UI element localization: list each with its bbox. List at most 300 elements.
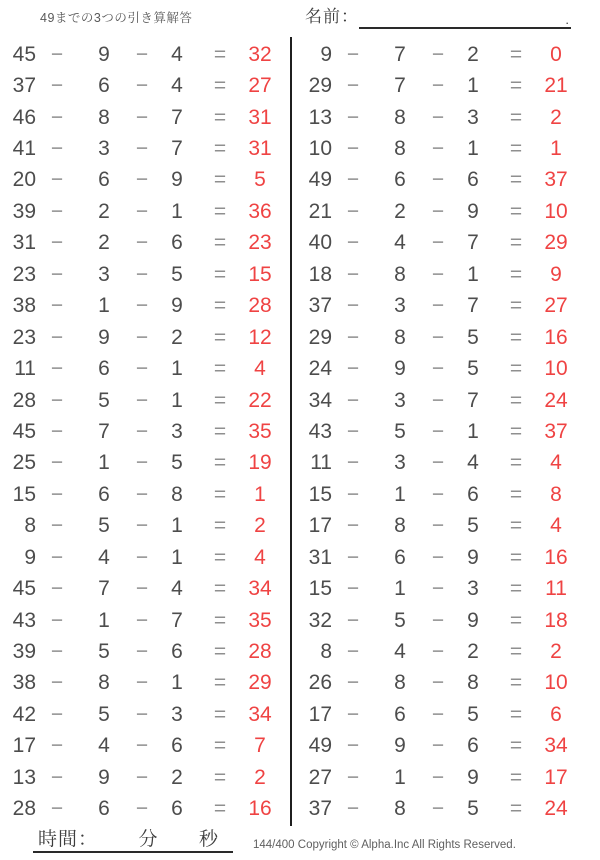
minus-sign: − (346, 734, 360, 758)
operand-2: 3 (98, 262, 110, 286)
equals-sign: = (509, 545, 523, 569)
problem-row (300, 165, 586, 196)
minus-sign: − (50, 294, 64, 318)
operand-1: 29 (308, 325, 332, 349)
minus-sign: − (50, 262, 64, 286)
minus-sign: − (50, 231, 64, 255)
copyright-text: 144/400 Copyright © Alpha.Inc All Rights Reserved. (253, 839, 516, 851)
equals-sign: = (509, 765, 523, 789)
operand-2: 7 (98, 419, 110, 443)
minus-sign: − (50, 74, 64, 98)
operand-2: 8 (394, 262, 406, 286)
answer-value: 34 (248, 702, 272, 726)
minutes-label: 分 (138, 829, 159, 850)
problem-row (300, 511, 586, 542)
minus-sign: − (346, 545, 360, 569)
minus-sign: − (346, 797, 360, 821)
problem-row (4, 39, 290, 70)
operand-3: 2 (467, 42, 479, 66)
problem-row (4, 259, 290, 290)
problem-row (4, 165, 290, 196)
operand-3: 2 (171, 325, 183, 349)
time-label: 時間： (38, 829, 99, 850)
operand-2: 5 (98, 514, 110, 538)
equals-sign: = (509, 231, 523, 255)
operand-3: 1 (171, 514, 183, 538)
operand-1: 39 (12, 640, 36, 664)
minus-sign: − (346, 702, 360, 726)
minus-sign: − (431, 325, 445, 349)
operand-1: 38 (12, 294, 36, 318)
operand-3: 9 (467, 199, 479, 223)
operand-3: 7 (467, 231, 479, 255)
answer-value: 9 (550, 262, 562, 286)
minus-sign: − (346, 419, 360, 443)
operand-3: 9 (467, 545, 479, 569)
minus-sign: − (135, 357, 149, 381)
operand-1: 27 (308, 765, 332, 789)
operand-2: 8 (394, 325, 406, 349)
equals-sign: = (213, 74, 227, 98)
minus-sign: − (135, 262, 149, 286)
operand-3: 7 (171, 105, 183, 129)
minus-sign: − (50, 671, 64, 695)
problem-row (4, 794, 290, 825)
problem-row (4, 291, 290, 322)
operand-2: 1 (98, 294, 110, 318)
problem-row (4, 542, 290, 573)
answer-value: 8 (550, 482, 562, 506)
operand-3: 1 (467, 74, 479, 98)
minus-sign: − (50, 388, 64, 412)
operand-1: 29 (308, 74, 332, 98)
operand-3: 5 (467, 514, 479, 538)
operand-1: 18 (308, 262, 332, 286)
equals-sign: = (509, 168, 523, 192)
minus-sign: − (135, 231, 149, 255)
operand-2: 9 (394, 357, 406, 381)
problem-row (4, 70, 290, 101)
operand-1: 32 (308, 608, 332, 632)
operand-2: 6 (98, 74, 110, 98)
minus-sign: − (135, 42, 149, 66)
operand-2: 7 (98, 577, 110, 601)
operand-2: 6 (98, 357, 110, 381)
minus-sign: − (50, 199, 64, 223)
minus-sign: − (50, 545, 64, 569)
problem-row (4, 133, 290, 164)
equals-sign: = (213, 262, 227, 286)
operand-3: 6 (171, 640, 183, 664)
operand-3: 9 (171, 294, 183, 318)
answer-value: 29 (248, 671, 272, 695)
equals-sign: = (509, 199, 523, 223)
operand-3: 1 (171, 671, 183, 695)
answer-value: 37 (544, 419, 568, 443)
minus-sign: − (50, 105, 64, 129)
answer-value: 1 (550, 137, 562, 161)
problem-row (300, 605, 586, 636)
operand-3: 1 (467, 137, 479, 161)
minus-sign: − (50, 797, 64, 821)
problem-row (4, 699, 290, 730)
problem-row (300, 322, 586, 353)
minus-sign: − (50, 137, 64, 161)
operand-1: 26 (308, 671, 332, 695)
minus-sign: − (431, 357, 445, 381)
operand-1: 38 (12, 671, 36, 695)
equals-sign: = (213, 105, 227, 129)
operand-3: 5 (467, 325, 479, 349)
minus-sign: − (135, 419, 149, 443)
operand-2: 6 (394, 545, 406, 569)
answer-value: 7 (254, 734, 266, 758)
operand-2: 1 (394, 577, 406, 601)
operand-3: 4 (467, 451, 479, 475)
minus-sign: − (135, 514, 149, 538)
equals-sign: = (213, 419, 227, 443)
equals-sign: = (213, 388, 227, 412)
operand-2: 3 (394, 451, 406, 475)
minus-sign: − (346, 765, 360, 789)
minus-sign: − (431, 42, 445, 66)
minus-sign: − (346, 294, 360, 318)
minus-sign: − (431, 514, 445, 538)
minus-sign: − (431, 545, 445, 569)
minus-sign: − (135, 702, 149, 726)
minus-sign: − (50, 451, 64, 475)
answer-value: 2 (254, 514, 266, 538)
equals-sign: = (213, 608, 227, 632)
minus-sign: − (135, 294, 149, 318)
minus-sign: − (431, 702, 445, 726)
time-field (33, 826, 233, 853)
equals-sign: = (509, 702, 523, 726)
problem-row (300, 102, 586, 133)
operand-2: 4 (394, 640, 406, 664)
name-label: 名前： (305, 7, 359, 26)
worksheet-title: 49までの3つの引き算解答 (40, 11, 193, 25)
equals-sign: = (213, 797, 227, 821)
operand-1: 43 (12, 608, 36, 632)
operand-3: 4 (171, 42, 183, 66)
minus-sign: − (135, 451, 149, 475)
equals-sign: = (509, 357, 523, 381)
equals-sign: = (213, 577, 227, 601)
operand-2: 8 (394, 514, 406, 538)
operand-1: 46 (12, 105, 36, 129)
answer-value: 4 (550, 451, 562, 475)
operand-2: 8 (98, 105, 110, 129)
equals-sign: = (509, 514, 523, 538)
operand-3: 1 (171, 388, 183, 412)
problem-row (300, 762, 586, 793)
operand-2: 3 (394, 294, 406, 318)
operand-1: 13 (308, 105, 332, 129)
operand-3: 8 (171, 482, 183, 506)
problem-row (300, 196, 586, 227)
operand-1: 31 (308, 545, 332, 569)
minus-sign: − (431, 231, 445, 255)
problem-row (300, 573, 586, 604)
equals-sign: = (213, 734, 227, 758)
operand-3: 9 (171, 168, 183, 192)
equals-sign: = (509, 608, 523, 632)
problem-row (300, 479, 586, 510)
minus-sign: − (346, 388, 360, 412)
answer-value: 10 (544, 671, 568, 695)
equals-sign: = (213, 357, 227, 381)
minus-sign: − (50, 42, 64, 66)
answer-value: 16 (544, 325, 568, 349)
operand-2: 5 (98, 640, 110, 664)
problem-row (4, 228, 290, 259)
minus-sign: − (50, 514, 64, 538)
operand-1: 15 (12, 482, 36, 506)
answer-value: 4 (254, 545, 266, 569)
answer-value: 0 (550, 42, 562, 66)
name-underline (359, 5, 571, 29)
answer-value: 35 (248, 608, 272, 632)
operand-1: 49 (308, 734, 332, 758)
equals-sign: = (213, 231, 227, 255)
minus-sign: − (50, 482, 64, 506)
minus-sign: − (346, 42, 360, 66)
minus-sign: − (431, 419, 445, 443)
operand-3: 6 (171, 231, 183, 255)
operand-1: 9 (320, 42, 332, 66)
answer-value: 1 (254, 482, 266, 506)
problem-row (300, 353, 586, 384)
operand-3: 7 (171, 608, 183, 632)
problem-row (300, 228, 586, 259)
equals-sign: = (213, 765, 227, 789)
minus-sign: − (50, 577, 64, 601)
equals-sign: = (509, 482, 523, 506)
problem-row (4, 416, 290, 447)
answer-value: 10 (544, 357, 568, 381)
equals-sign: = (213, 42, 227, 66)
operand-1: 37 (308, 294, 332, 318)
operand-3: 1 (171, 545, 183, 569)
operand-1: 20 (12, 168, 36, 192)
minus-sign: − (135, 482, 149, 506)
problem-row (300, 668, 586, 699)
minus-sign: − (431, 640, 445, 664)
operand-2: 7 (394, 74, 406, 98)
equals-sign: = (213, 137, 227, 161)
answer-value: 29 (544, 231, 568, 255)
problem-row (300, 699, 586, 730)
minus-sign: − (50, 640, 64, 664)
equals-sign: = (213, 640, 227, 664)
problem-row (300, 542, 586, 573)
name-line-period: . (565, 12, 569, 27)
minus-sign: − (135, 74, 149, 98)
operand-2: 8 (394, 671, 406, 695)
operand-3: 1 (171, 357, 183, 381)
equals-sign: = (213, 482, 227, 506)
answer-value: 4 (550, 514, 562, 538)
operand-1: 45 (12, 419, 36, 443)
answer-value: 27 (544, 294, 568, 318)
minus-sign: − (346, 451, 360, 475)
operand-1: 10 (308, 137, 332, 161)
answer-value: 23 (248, 231, 272, 255)
problem-row (4, 605, 290, 636)
problem-row (4, 353, 290, 384)
problem-row (300, 385, 586, 416)
name-field (305, 5, 571, 29)
problem-row (300, 636, 586, 667)
operand-1: 24 (308, 357, 332, 381)
answer-value: 12 (248, 325, 272, 349)
minus-sign: − (346, 137, 360, 161)
minus-sign: − (346, 262, 360, 286)
minus-sign: − (346, 231, 360, 255)
operand-2: 4 (394, 231, 406, 255)
equals-sign: = (509, 451, 523, 475)
operand-3: 6 (467, 734, 479, 758)
operand-1: 15 (308, 577, 332, 601)
equals-sign: = (213, 451, 227, 475)
minus-sign: − (346, 640, 360, 664)
operand-2: 2 (98, 231, 110, 255)
operand-1: 42 (12, 702, 36, 726)
answer-value: 4 (254, 357, 266, 381)
problem-row (4, 322, 290, 353)
operand-2: 8 (394, 797, 406, 821)
operand-1: 31 (12, 231, 36, 255)
minus-sign: − (431, 671, 445, 695)
operand-3: 5 (171, 262, 183, 286)
operand-2: 5 (98, 702, 110, 726)
minus-sign: − (50, 702, 64, 726)
equals-sign: = (213, 294, 227, 318)
operand-3: 4 (171, 74, 183, 98)
equals-sign: = (213, 671, 227, 695)
minus-sign: − (431, 765, 445, 789)
equals-sign: = (509, 325, 523, 349)
operand-2: 1 (98, 451, 110, 475)
operand-1: 39 (12, 199, 36, 223)
operand-3: 1 (467, 419, 479, 443)
operand-3: 7 (171, 137, 183, 161)
equals-sign: = (509, 137, 523, 161)
minus-sign: − (346, 325, 360, 349)
operand-1: 11 (310, 451, 332, 475)
operand-1: 15 (308, 482, 332, 506)
minus-sign: − (431, 734, 445, 758)
minus-sign: − (135, 199, 149, 223)
equals-sign: = (213, 514, 227, 538)
operand-2: 2 (394, 199, 406, 223)
equals-sign: = (509, 797, 523, 821)
operand-3: 9 (467, 765, 479, 789)
answer-value: 35 (248, 419, 272, 443)
problem-row (4, 102, 290, 133)
answer-value: 24 (544, 388, 568, 412)
operand-3: 3 (467, 105, 479, 129)
minus-sign: − (135, 325, 149, 349)
column-divider (290, 37, 292, 826)
minus-sign: − (346, 671, 360, 695)
answer-value: 36 (248, 199, 272, 223)
minus-sign: − (431, 482, 445, 506)
operand-1: 40 (308, 231, 332, 255)
operand-3: 6 (467, 168, 479, 192)
equals-sign: = (213, 168, 227, 192)
answer-value: 19 (248, 451, 272, 475)
minus-sign: − (346, 577, 360, 601)
answer-value: 10 (544, 199, 568, 223)
minus-sign: − (50, 734, 64, 758)
operand-1: 23 (12, 262, 36, 286)
operand-2: 4 (98, 545, 110, 569)
operand-2: 4 (98, 734, 110, 758)
operand-3: 7 (467, 294, 479, 318)
answer-value: 16 (248, 797, 272, 821)
operand-2: 8 (98, 671, 110, 695)
operand-2: 6 (98, 482, 110, 506)
minus-sign: − (431, 608, 445, 632)
problems-column-left (4, 39, 290, 825)
equals-sign: = (509, 419, 523, 443)
seconds-label: 秒 (198, 829, 219, 850)
minus-sign: − (431, 137, 445, 161)
minus-sign: − (135, 137, 149, 161)
answer-value: 21 (544, 74, 568, 98)
operand-1: 17 (308, 702, 332, 726)
operand-2: 5 (394, 419, 406, 443)
problem-row (4, 479, 290, 510)
minus-sign: − (135, 168, 149, 192)
minus-sign: − (431, 168, 445, 192)
minus-sign: − (50, 357, 64, 381)
equals-sign: = (213, 325, 227, 349)
minus-sign: − (50, 765, 64, 789)
equals-sign: = (213, 199, 227, 223)
answer-value: 2 (550, 640, 562, 664)
problems-column-right (300, 39, 586, 825)
minus-sign: − (50, 608, 64, 632)
minus-sign: − (346, 482, 360, 506)
operand-2: 1 (394, 765, 406, 789)
problem-row (4, 668, 290, 699)
answer-value: 32 (248, 42, 272, 66)
operand-2: 6 (394, 702, 406, 726)
problem-row (4, 196, 290, 227)
operand-2: 6 (394, 168, 406, 192)
minus-sign: − (50, 325, 64, 349)
answer-value: 27 (248, 74, 272, 98)
operand-2: 6 (98, 797, 110, 821)
minus-sign: − (135, 577, 149, 601)
equals-sign: = (509, 294, 523, 318)
equals-sign: = (509, 388, 523, 412)
answer-value: 5 (254, 168, 266, 192)
problem-row (300, 794, 586, 825)
equals-sign: = (509, 734, 523, 758)
minus-sign: − (135, 105, 149, 129)
minus-sign: − (135, 608, 149, 632)
minus-sign: − (431, 294, 445, 318)
operand-1: 13 (12, 765, 36, 789)
operand-1: 8 (24, 514, 36, 538)
equals-sign: = (509, 105, 523, 129)
operand-1: 23 (12, 325, 36, 349)
minus-sign: − (346, 199, 360, 223)
